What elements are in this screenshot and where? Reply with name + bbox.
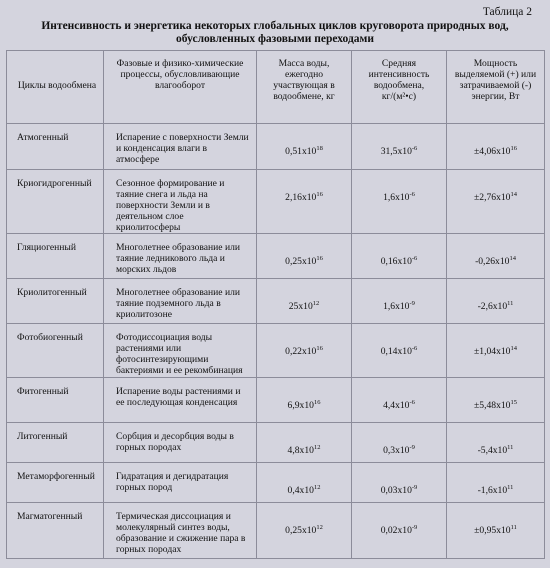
power-value xyxy=(447,503,544,536)
intensity-cell xyxy=(352,279,447,324)
mass-value xyxy=(257,124,351,157)
table-row xyxy=(7,234,545,279)
intensity-value-base: 1,6x10 xyxy=(383,192,410,203)
mass-value-base: 4,8x10 xyxy=(287,445,314,456)
intensity-value-exponent: -6 xyxy=(411,144,418,152)
process-text: Сезонное формирование и таяние снега и льда на поверхности Земли и в деятельном слое криолитосферы xyxy=(116,178,225,233)
intensity-value-base: 4,4x10 xyxy=(383,400,410,411)
mass-value-exponent: 12 xyxy=(316,523,323,531)
mass-cell xyxy=(257,234,352,279)
cycle-name: Криолитогенный xyxy=(17,287,87,298)
power-value-base: ±5,48x10 xyxy=(474,400,511,411)
mass-cell xyxy=(257,463,352,503)
cycle-cell xyxy=(7,279,104,324)
table-row xyxy=(7,124,545,170)
power-value-base: -5,4x10 xyxy=(477,445,508,456)
mass-value xyxy=(257,234,351,267)
power-value xyxy=(447,279,544,312)
process-text: Термическая диссоциация и молекулярный синтез воды, образование и сжижение пара в горных породах xyxy=(116,511,246,555)
cycle-cell xyxy=(7,170,104,234)
table-title xyxy=(6,20,544,46)
mass-value-base: 0,22x10 xyxy=(285,346,317,357)
power-cell xyxy=(447,124,545,170)
process-cell xyxy=(104,234,257,279)
process-cell xyxy=(104,324,257,378)
mass-value-exponent: 16 xyxy=(316,254,323,262)
mass-value-exponent: 16 xyxy=(316,344,323,352)
mass-value-exponent: 18 xyxy=(316,144,323,152)
mass-value-base: 0,4x10 xyxy=(287,485,314,496)
power-cell xyxy=(447,234,545,279)
mass-value-base: 0,25x10 xyxy=(285,525,317,536)
mass-value xyxy=(257,463,351,496)
power-value xyxy=(447,423,544,456)
power-value-exponent: 11 xyxy=(507,483,514,491)
intensity-value-exponent: -6 xyxy=(409,398,415,406)
intensity-value xyxy=(352,279,446,312)
intensity-value-exponent: -9 xyxy=(409,299,415,307)
intensity-value-base: 1,6x10 xyxy=(383,301,410,312)
intensity-value-exponent: -9 xyxy=(411,523,418,531)
mass-value-exponent: 12 xyxy=(312,299,320,307)
power-value xyxy=(447,234,544,267)
power-cell xyxy=(447,170,545,234)
mass-cell xyxy=(257,170,352,234)
cycle-cell xyxy=(7,463,104,503)
power-value-exponent: 14 xyxy=(509,254,516,262)
cycle-cell xyxy=(7,423,104,463)
header-mass: Масса воды, ежегодно участвующая в водообмене, кг xyxy=(257,51,352,124)
intensity-value-base: 0,16x10 xyxy=(380,256,412,267)
power-value-exponent: 14 xyxy=(510,344,517,352)
intensity-value-base: 0,14x10 xyxy=(380,346,412,357)
mass-value-base: 6,9x10 xyxy=(287,400,314,411)
mass-cell xyxy=(257,124,352,170)
mass-value-exponent: 12 xyxy=(313,483,321,491)
mass-value xyxy=(257,170,351,203)
intensity-value xyxy=(352,463,446,496)
table-row xyxy=(7,423,545,463)
table-row xyxy=(7,503,545,559)
mass-value-exponent: 12 xyxy=(313,443,321,451)
power-value xyxy=(447,463,544,496)
mass-value-exponent: 16 xyxy=(313,398,321,406)
intensity-value-exponent: -6 xyxy=(411,254,418,262)
mass-value-base: 25x10 xyxy=(288,301,313,312)
cycle-name: Литогенный xyxy=(17,431,68,442)
title-line-1: Интенсивность и энергетика некоторых глобальных циклов круговорота природных вод, xyxy=(41,20,509,32)
power-value xyxy=(447,170,544,203)
power-value-base: -2,6x10 xyxy=(477,301,508,312)
power-value-exponent: 15 xyxy=(510,398,517,406)
cycle-name: Фотобиогенный xyxy=(17,332,83,343)
power-value-base: ±2,76x10 xyxy=(474,192,511,203)
intensity-value xyxy=(352,124,446,157)
table-row xyxy=(7,279,545,324)
mass-cell xyxy=(257,378,352,423)
cycle-name: Магматогенный xyxy=(17,511,83,522)
mass-value xyxy=(257,378,351,411)
intensity-cell xyxy=(352,503,447,559)
intensity-value xyxy=(352,170,446,203)
power-value-exponent: 14 xyxy=(510,190,517,198)
power-value-base: ±1,04x10 xyxy=(474,346,511,357)
intensity-value xyxy=(352,423,446,456)
intensity-value xyxy=(352,378,446,411)
power-value-base: ±4,06x10 xyxy=(474,146,511,157)
mass-value xyxy=(257,279,351,312)
power-value xyxy=(447,378,544,411)
table-number: Таблица 2 xyxy=(482,6,532,18)
intensity-value xyxy=(352,503,446,536)
power-value-base: -0,26x10 xyxy=(475,256,510,267)
power-value-exponent: 11 xyxy=(507,299,514,307)
cycle-cell xyxy=(7,378,104,423)
power-cell xyxy=(447,378,545,423)
intensity-cell xyxy=(352,463,447,503)
cycle-cell xyxy=(7,503,104,559)
process-cell xyxy=(104,503,257,559)
intensity-cell xyxy=(352,124,447,170)
mass-cell xyxy=(257,423,352,463)
data-table xyxy=(6,50,545,559)
intensity-cell xyxy=(352,170,447,234)
intensity-cell xyxy=(352,423,447,463)
intensity-value xyxy=(352,234,446,267)
process-text: Сорбция и десорбция воды в горных породах xyxy=(116,431,234,453)
mass-value xyxy=(257,423,351,456)
title-line-2: обусловленных фазовыми переходами xyxy=(176,33,374,45)
process-cell xyxy=(104,170,257,234)
intensity-value-exponent: -6 xyxy=(411,344,418,352)
mass-value xyxy=(257,503,351,536)
cycle-name: Фитогенный xyxy=(17,386,69,397)
mass-value-base: 2,16x10 xyxy=(285,192,317,203)
intensity-value-exponent: -9 xyxy=(411,483,418,491)
cycle-name: Атмогенный xyxy=(17,132,69,143)
process-text: Фотодиссоциация воды растениями или фотосинтезирующими бактериями и ее рекомбинация xyxy=(116,332,243,376)
cycle-name: Криогидрогенный xyxy=(17,178,92,189)
cycle-cell xyxy=(7,234,104,279)
cycle-cell xyxy=(7,324,104,378)
cycle-name: Метаморфогенный xyxy=(17,471,95,482)
header-processes: Фазовые и физико-химические процессы, обусловливающие влагооборот xyxy=(104,51,257,124)
intensity-cell xyxy=(352,234,447,279)
intensity-cell xyxy=(352,378,447,423)
power-value-exponent: 16 xyxy=(510,144,517,152)
intensity-value-base: 31,5x10 xyxy=(380,146,412,157)
intensity-cell xyxy=(352,324,447,378)
process-cell xyxy=(104,279,257,324)
mass-value xyxy=(257,324,351,357)
intensity-value-base: 0,02x10 xyxy=(380,525,412,536)
mass-value-base: 0,25x10 xyxy=(285,256,317,267)
power-value xyxy=(447,124,544,157)
mass-cell xyxy=(257,324,352,378)
header-power: Мощность выделяемой (+) или затрачиваемой (-) энергии, Вт xyxy=(447,51,545,124)
header-intensity: Средняя интенсивность водообмена, кг/(м²•с) xyxy=(352,51,447,124)
power-cell xyxy=(447,279,545,324)
intensity-value xyxy=(352,324,446,357)
power-value-exponent: 11 xyxy=(510,523,517,531)
mass-value-base: 0,51x10 xyxy=(285,146,317,157)
power-value-base: ±0,95x10 xyxy=(474,525,511,536)
process-cell xyxy=(104,378,257,423)
power-value-base: -1,6x10 xyxy=(477,485,508,496)
mass-value-exponent: 16 xyxy=(316,190,323,198)
header-cycles: Циклы водообмена xyxy=(7,51,104,124)
process-text: Испарение с поверхности Земли и конденсация влаги в атмосфере xyxy=(116,132,249,165)
intensity-value-exponent: -6 xyxy=(409,190,415,198)
intensity-value-base: 0,3x10 xyxy=(383,445,410,456)
cycle-cell xyxy=(7,124,104,170)
table-row xyxy=(7,170,545,234)
power-cell xyxy=(447,503,545,559)
process-cell xyxy=(104,124,257,170)
power-cell xyxy=(447,423,545,463)
table-row xyxy=(7,324,545,378)
mass-cell xyxy=(257,503,352,559)
cycle-name: Гляциогенный xyxy=(17,242,77,253)
process-text: Многолетнее образование или таяние подземного льда в криолитозоне xyxy=(116,287,241,320)
power-value xyxy=(447,324,544,357)
table-row xyxy=(7,463,545,503)
intensity-value-base: 0,03x10 xyxy=(380,485,412,496)
power-cell xyxy=(447,463,545,503)
process-text: Многолетнее образование или таяние ледникового льда и морских льдов xyxy=(116,242,241,275)
header-row xyxy=(7,51,545,124)
process-cell xyxy=(104,463,257,503)
process-cell xyxy=(104,423,257,463)
power-value-exponent: 11 xyxy=(507,443,514,451)
process-text: Гидратация и дегидратация горных пород xyxy=(116,471,229,493)
intensity-value-exponent: -9 xyxy=(409,443,415,451)
table-row xyxy=(7,378,545,423)
process-text: Испарение воды растениями и ее последующая конденсация xyxy=(116,386,241,408)
power-cell xyxy=(447,324,545,378)
mass-cell xyxy=(257,279,352,324)
